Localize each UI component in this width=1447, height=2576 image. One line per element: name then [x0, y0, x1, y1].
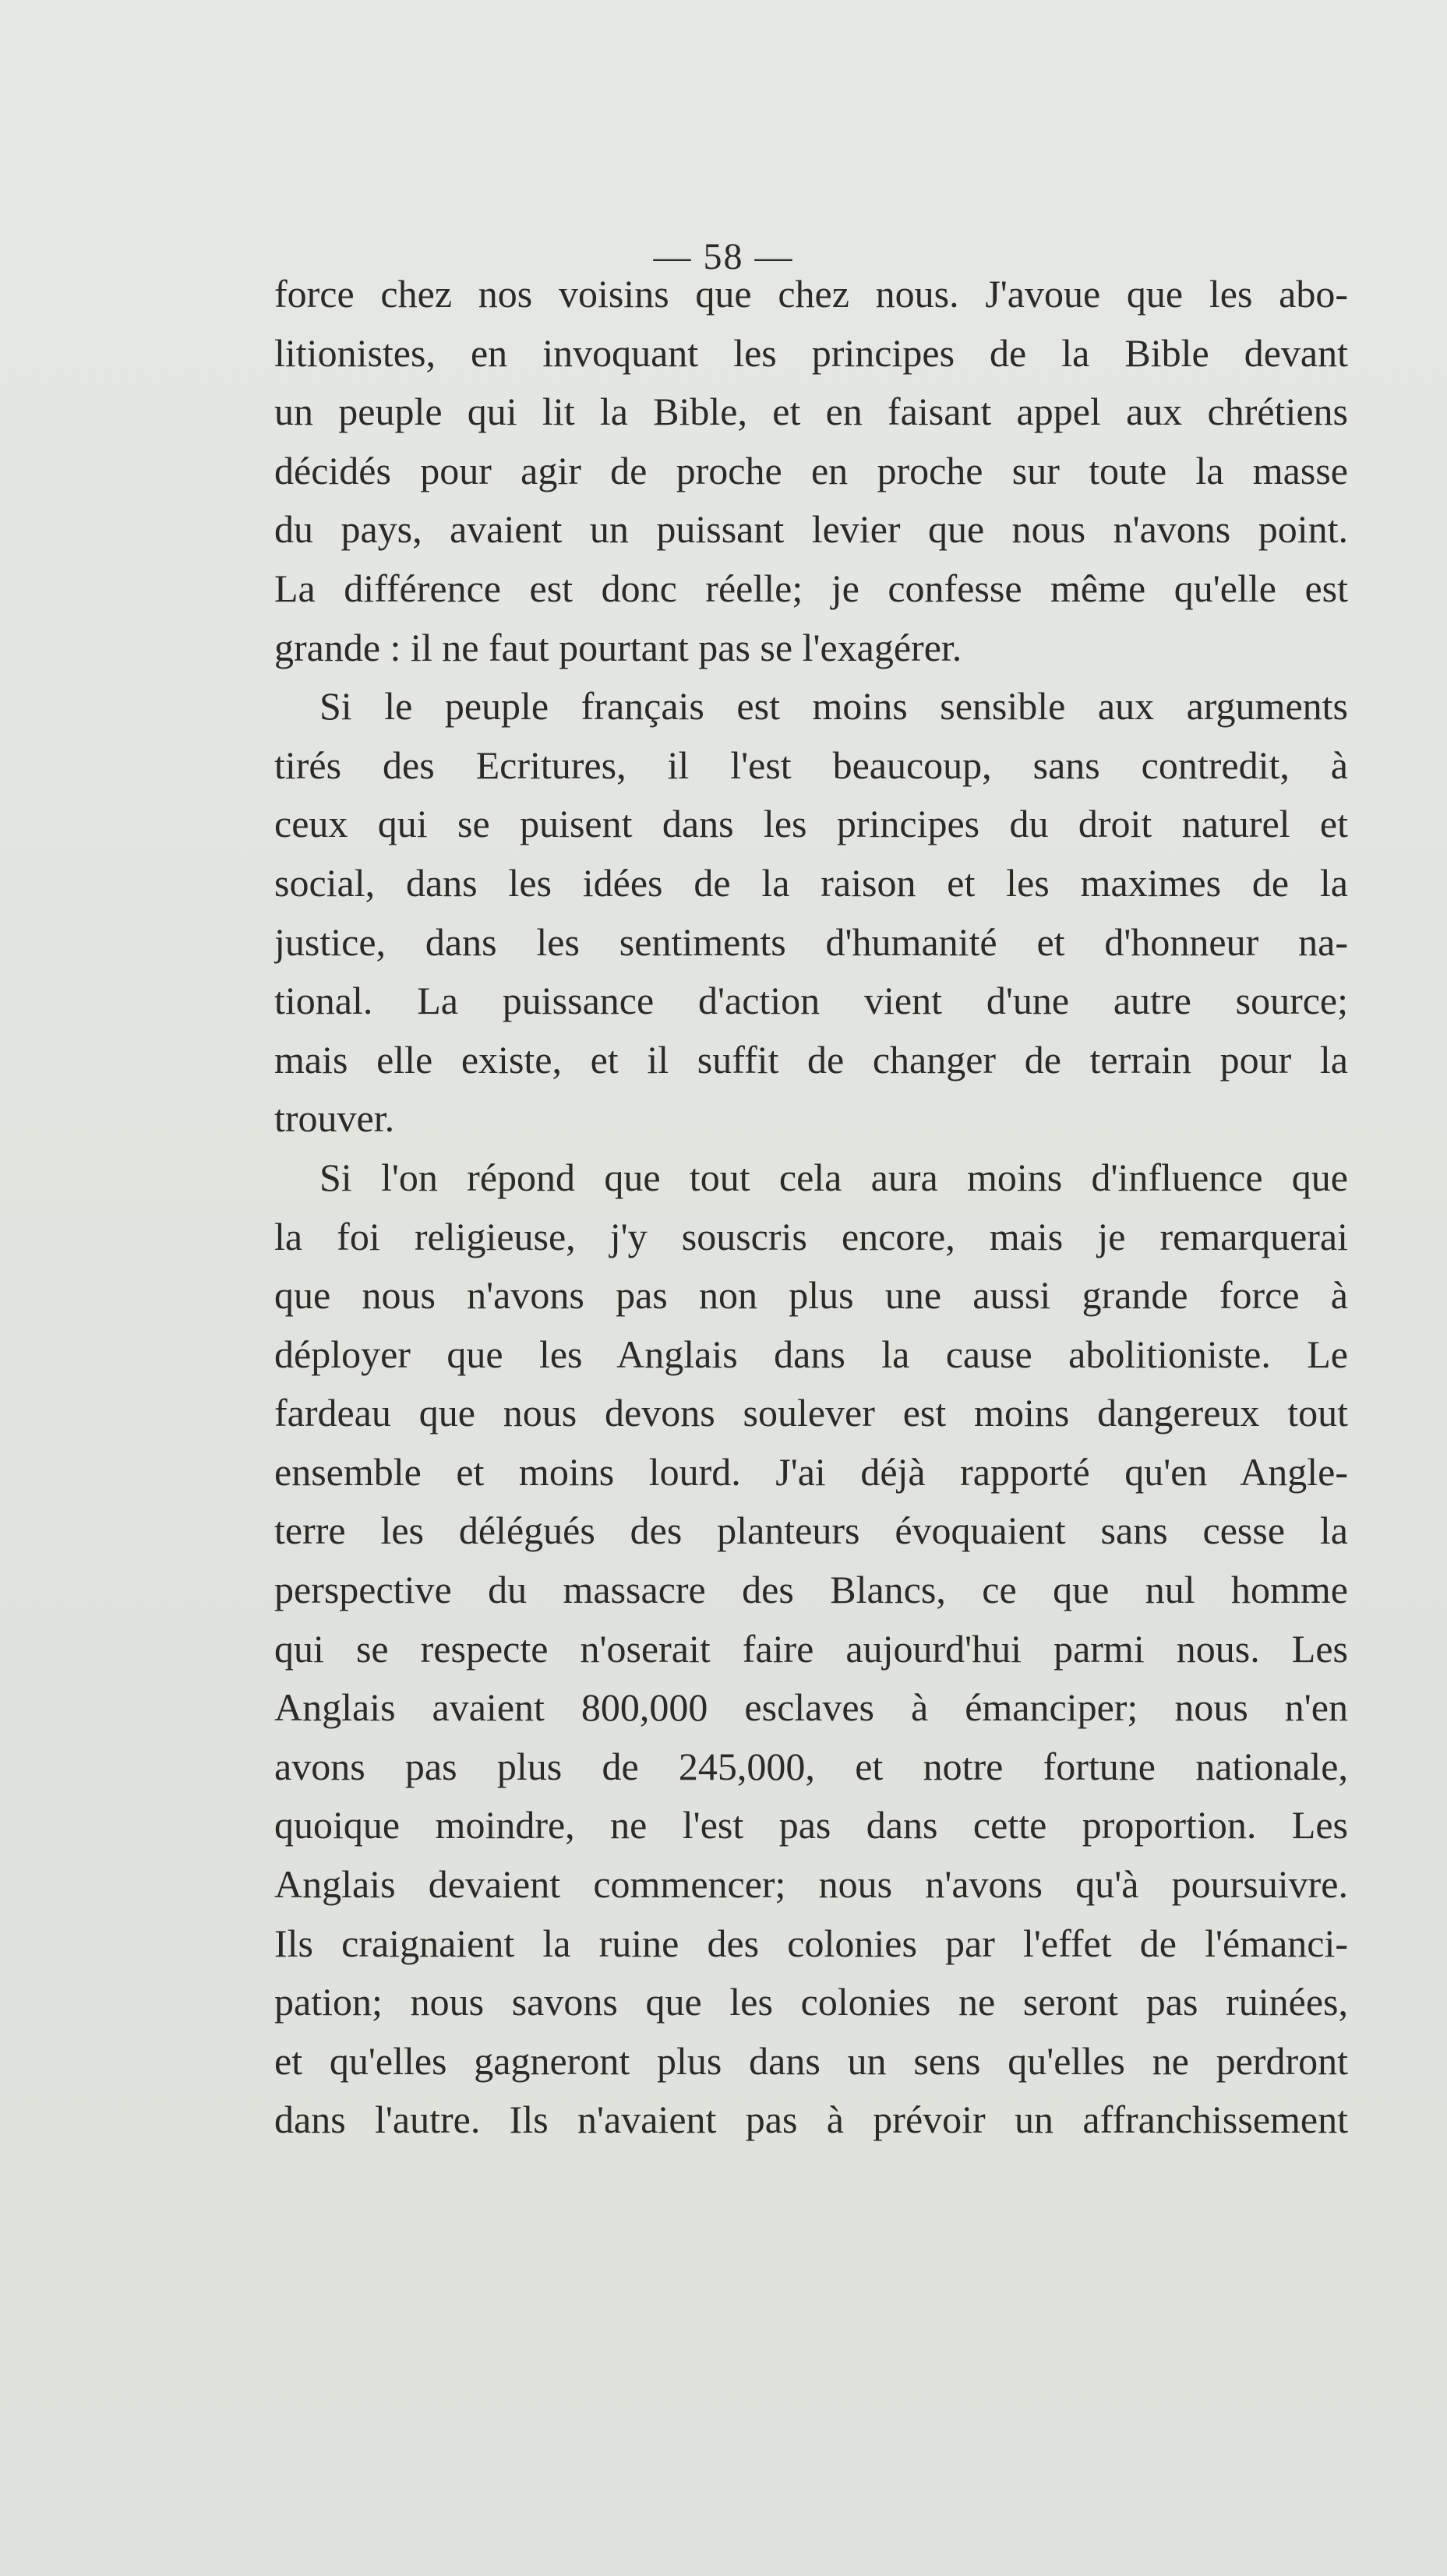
body-text: [274, 265, 1348, 2150]
text-line: mais elle existe, et il suffit de changer de terrain pour la: [274, 1037, 1348, 1082]
text-line: et qu'elles gagneront plus dans un sens qu'elles ne perdront: [274, 2038, 1348, 2083]
text-line: Si le peuple français est moins sensible aux arguments: [319, 684, 1348, 729]
text-line: déployer que les Anglais dans la cause abolitioniste. Le: [274, 1332, 1348, 1376]
text-line: quoique moindre, ne l'est pas dans cette proportion. Les: [274, 1803, 1348, 1847]
text-line: Ils craignaient la ruine des colonies par l'effet de l'émanci-: [274, 1921, 1348, 1965]
text-line: ceux qui se puisent dans les principes du droit naturel et: [274, 802, 1348, 846]
text-line: dans l'autre. Ils n'avaient pas à prévoir un affranchissement: [274, 2098, 1348, 2142]
text-line: La différence est donc réelle; je confesse même qu'elle est: [274, 566, 1348, 610]
text-line: ensemble et moins lourd. J'ai déjà rapporté qu'en Angle-: [274, 1449, 1348, 1494]
text-line: qui se respecte n'oserait faire aujourd'hui parmi nous. Les: [274, 1626, 1348, 1671]
text-line: grande : il ne faut pourtant pas se l'exagérer.: [274, 625, 962, 669]
text-line: justice, dans les sentiments d'humanité et d'honneur na-: [274, 919, 1348, 964]
text-line: fardeau que nous devons soulever est moins dangereux tout: [274, 1391, 1348, 1435]
text-line: perspective du massacre des Blancs, ce que nul homme: [274, 1568, 1348, 1612]
text-line: pation; nous savons que les colonies ne seront pas ruinées,: [274, 1980, 1348, 2024]
text-line: tional. La puissance d'action vient d'une autre source;: [274, 979, 1348, 1023]
text-line: Anglais devaient commencer; nous n'avons qu'à poursuivre.: [274, 1862, 1348, 1907]
text-line: terre les délégués des planteurs évoquaient sans cesse la: [274, 1509, 1348, 1553]
text-line: un peuple qui lit la Bible, et en faisant appel aux chrétiens: [274, 390, 1348, 434]
text-line: la foi religieuse, j'y souscris encore, mais je remarquerai: [274, 1214, 1348, 1258]
text-line: litionistes, en invoquant les principes de la Bible devant: [274, 330, 1348, 375]
text-line: force chez nos voisins que chez nous. J'avoue que les abo-: [274, 272, 1348, 316]
text-line: du pays, avaient un puissant levier que nous n'avons point.: [274, 507, 1348, 552]
text-line: Si l'on répond que tout cela aura moins d'influence que: [319, 1155, 1348, 1199]
text-line: avons pas plus de 245,000, et notre fortune nationale,: [274, 1744, 1348, 1788]
text-line: social, dans les idées de la raison et les maximes de la: [274, 860, 1348, 905]
text-line: trouver.: [274, 1096, 395, 1141]
page-number: — 58 —: [653, 236, 794, 277]
text-line: que nous n'avons pas non plus une aussi grande force à: [274, 1273, 1348, 1318]
text-line: Anglais avaient 800,000 esclaves à émanciper; nous n'en: [274, 1685, 1348, 1730]
text-line: décidés pour agir de proche en proche sur toute la masse: [274, 448, 1348, 492]
text-line: tirés des Ecritures, il l'est beaucoup, sans contredit, à: [274, 743, 1348, 787]
